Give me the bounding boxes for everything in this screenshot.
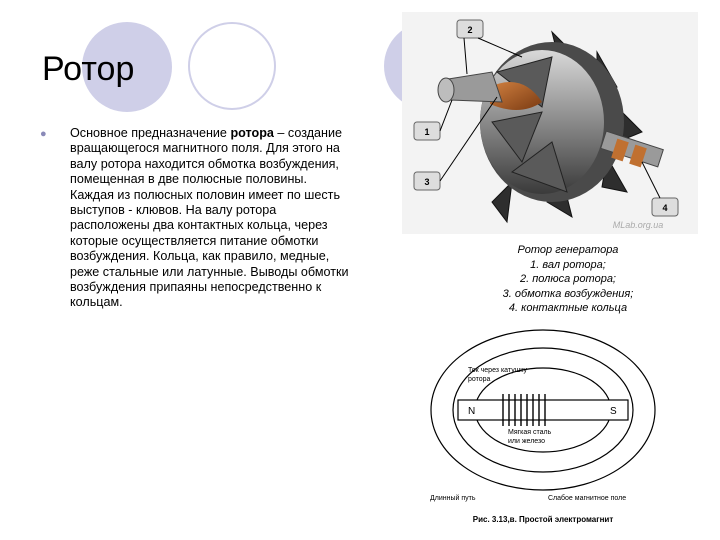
caption-item-1: 1. вал ротора; xyxy=(530,258,606,271)
current-label-2: ротора xyxy=(468,376,491,383)
caption-item-3: 3. обмотка возбуждения; xyxy=(502,287,634,300)
callout-3: 3 xyxy=(424,177,430,187)
current-label: Ток через катушку xyxy=(468,367,527,374)
pole-n-label: N xyxy=(468,406,476,417)
body-prefix: Основное предназначение xyxy=(70,126,231,140)
body-bold-term: ротора xyxy=(230,126,274,140)
bullet-icon: ● xyxy=(40,128,47,140)
body-paragraph xyxy=(70,126,350,311)
magnet-core xyxy=(458,400,628,420)
callout-1: 1 xyxy=(424,127,430,137)
caption-item-2: 2. полюса ротора; xyxy=(520,273,616,285)
callout-4: 4 xyxy=(662,203,668,213)
caption-title: Ротор генератора xyxy=(517,244,619,256)
core-label: Мягкая сталь xyxy=(508,429,552,436)
weak-field-label: Слабое магнитное поле xyxy=(548,495,627,502)
pole-s-label: S xyxy=(610,406,617,417)
body-rest: – создание вращающегося магнитного поля. Для этого на валу ротора находится обмотка возбуждения, помещенная в две полюсные половины. Каждая из полюсных половин имеет по шесть выступов - клювов. На валу ротора расположены два контактных кольца, через которые осуществляется питание обмотки возбуждения. Кольца, как правило, медные, реже стальные или латунные. Выводы обмотки возбуждения припаяны непосредственно к кольцам. xyxy=(70,126,349,310)
callout-2: 2 xyxy=(467,25,473,35)
photo-caption xyxy=(478,243,658,316)
photo-watermark: MLab.org.ua xyxy=(612,220,664,230)
long-path-label: Длинный путь xyxy=(430,495,476,502)
core-label-2: или железо xyxy=(508,438,546,445)
caption-item-4: 4. контактные кольца xyxy=(508,302,628,314)
electromagnet-diagram xyxy=(428,322,658,534)
figure-caption: Рис. 3.13,в. Простой электромагнит xyxy=(472,515,614,524)
rotor-photo xyxy=(402,12,698,234)
slide-title: Ротор xyxy=(42,50,135,88)
decorative-circle-outline xyxy=(188,22,276,110)
